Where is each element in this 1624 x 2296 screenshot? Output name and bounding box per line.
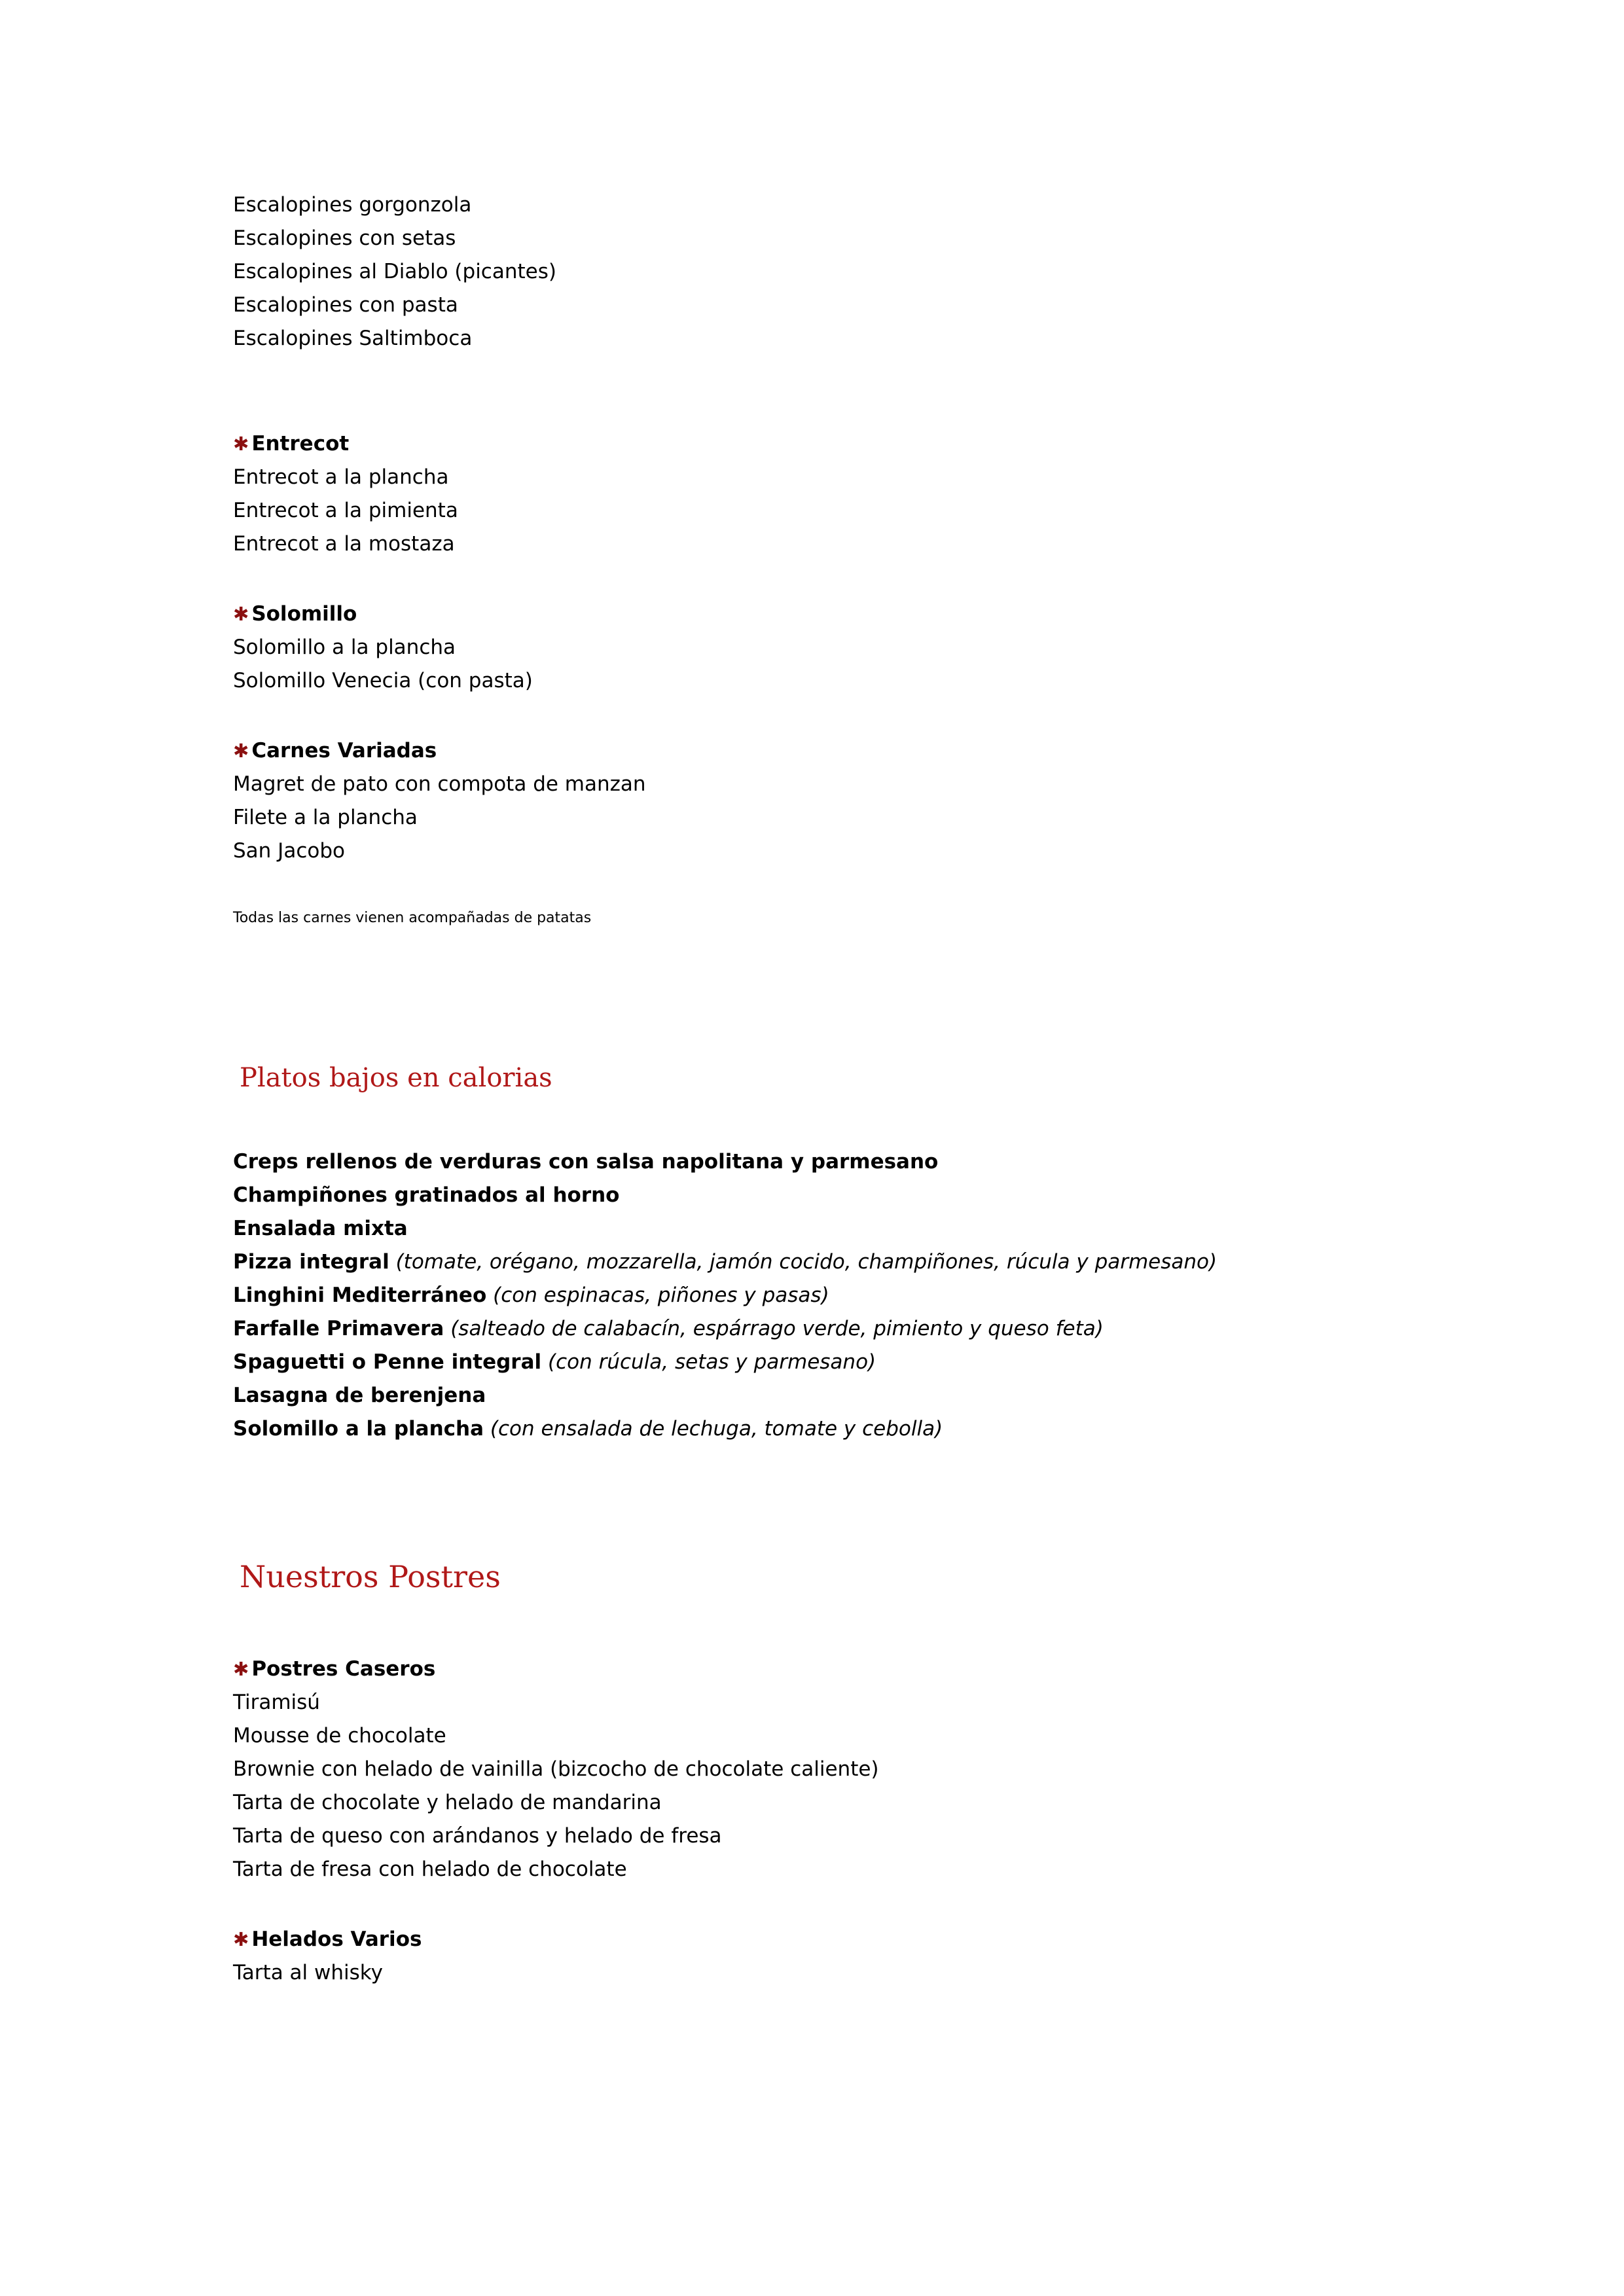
list-item (233, 1412, 1287, 1446)
group-heading-solomillo (233, 598, 1300, 631)
dish-description: (con ensalada de lechuga, tomate y cebolla) (490, 1417, 943, 1441)
asterisk-bullet-icon: ✱ (233, 603, 249, 625)
dish-description: (con espinacas, piñones y pasas) (493, 1283, 829, 1307)
list-item: Solomillo a la plancha (233, 636, 456, 659)
list-item: Escalopines gorgonzola (233, 193, 472, 217)
dish-name: Champiñones gratinados al horno (233, 1183, 620, 1207)
spacer (233, 1096, 1300, 1145)
group-heading-entrecot (233, 427, 1300, 461)
asterisk-bullet-icon: ✱ (233, 1658, 249, 1680)
list-item: Escalopines con pasta (233, 293, 458, 317)
list-item (233, 1379, 1287, 1412)
group-heading-label: Postres Caseros (251, 1657, 436, 1681)
group-heading-label: Solomillo (251, 602, 357, 626)
helados-varios-group (233, 1923, 1300, 1990)
dish-name: Ensalada mixta (233, 1217, 408, 1240)
list-item: Tarta de queso con arándanos y helado de fresa (233, 1824, 722, 1848)
group-heading-label: Helados Varios (251, 1928, 422, 1951)
group-heading-carnes-variadas (233, 734, 1300, 768)
dish-name: Spaguetti o Penne integral (233, 1350, 542, 1374)
spacer (233, 1886, 1300, 1923)
list-item: Tarta de chocolate y helado de mandarina (233, 1791, 662, 1814)
spacer (233, 929, 1300, 1060)
menu-content (233, 188, 1300, 1990)
list-item (233, 1346, 1287, 1379)
list-item (233, 1246, 1287, 1279)
list-item: Entrecot a la mostaza (233, 532, 455, 556)
spacer (233, 1446, 1300, 1557)
entrecot-group (233, 427, 1300, 561)
list-item: Tarta al whisky (233, 1961, 383, 1984)
dish-name: Lasagna de berenjena (233, 1384, 486, 1407)
group-heading-postres-caseros (233, 1653, 1300, 1686)
list-item: Solomillo Venecia (con pasta) (233, 669, 533, 692)
carnes-footnote: Todas las carnes vienen acompañadas de patatas (233, 910, 592, 926)
spacer (233, 868, 1300, 907)
carnes-variadas-group (233, 734, 1300, 868)
list-item: Mousse de chocolate (233, 1724, 446, 1748)
solomillo-group (233, 598, 1300, 698)
spacer (233, 1596, 1300, 1653)
list-item (233, 1179, 1287, 1212)
list-item: Brownie con helado de vainilla (bizcocho de chocolate caliente) (233, 1757, 879, 1781)
list-item: Tarta de fresa con helado de chocolate (233, 1857, 627, 1881)
list-item: Escalopines al Diablo (picantes) (233, 260, 556, 283)
list-item (233, 1279, 1287, 1312)
group-heading-label: Carnes Variadas (251, 739, 437, 762)
list-item: San Jacobo (233, 839, 345, 863)
list-item: Escalopines Saltimboca (233, 327, 473, 350)
list-item (233, 1312, 1287, 1346)
list-item: Escalopines con setas (233, 226, 456, 250)
list-item (233, 1145, 1287, 1179)
list-item: Magret de pato con compota de manzan (233, 772, 646, 796)
dish-description: (salteado de calabacín, espárrago verde, pimiento y queso feta) (450, 1317, 1104, 1340)
spacer (233, 355, 1300, 427)
list-item: Tiramisú (233, 1691, 320, 1714)
group-heading-helados-varios (233, 1923, 1300, 1956)
dish-description: (con rúcula, setas y parmesano) (548, 1350, 876, 1374)
dish-description: (tomate, orégano, mozzarella, jamón cocido, champiñones, rúcula y parmesano) (395, 1250, 1218, 1274)
list-item: Entrecot a la plancha (233, 465, 449, 489)
spacer (233, 561, 1300, 598)
postres-caseros-group (233, 1653, 1300, 1886)
asterisk-bullet-icon: ✱ (233, 1928, 249, 1950)
list-item: Filete a la plancha (233, 806, 418, 829)
dish-name: Farfalle Primavera (233, 1317, 444, 1340)
asterisk-bullet-icon: ✱ (233, 740, 249, 762)
escalopines-list (233, 188, 1300, 355)
dish-name: Pizza integral (233, 1250, 389, 1274)
section-title-platos-bajos: Platos bajos en calorias (240, 1063, 552, 1093)
dish-name: Solomillo a la plancha (233, 1417, 484, 1441)
group-heading-label: Entrecot (251, 432, 350, 456)
list-item: Entrecot a la pimienta (233, 499, 458, 522)
section-title-nuestros-postres: Nuestros Postres (240, 1559, 501, 1594)
spacer (233, 698, 1300, 734)
list-item (233, 1212, 1287, 1246)
dish-name: Creps rellenos de verduras con salsa napolitana y parmesano (233, 1150, 939, 1174)
asterisk-bullet-icon: ✱ (233, 433, 249, 455)
platos-bajos-list (233, 1145, 1300, 1446)
dish-name: Linghini Mediterráneo (233, 1283, 487, 1307)
